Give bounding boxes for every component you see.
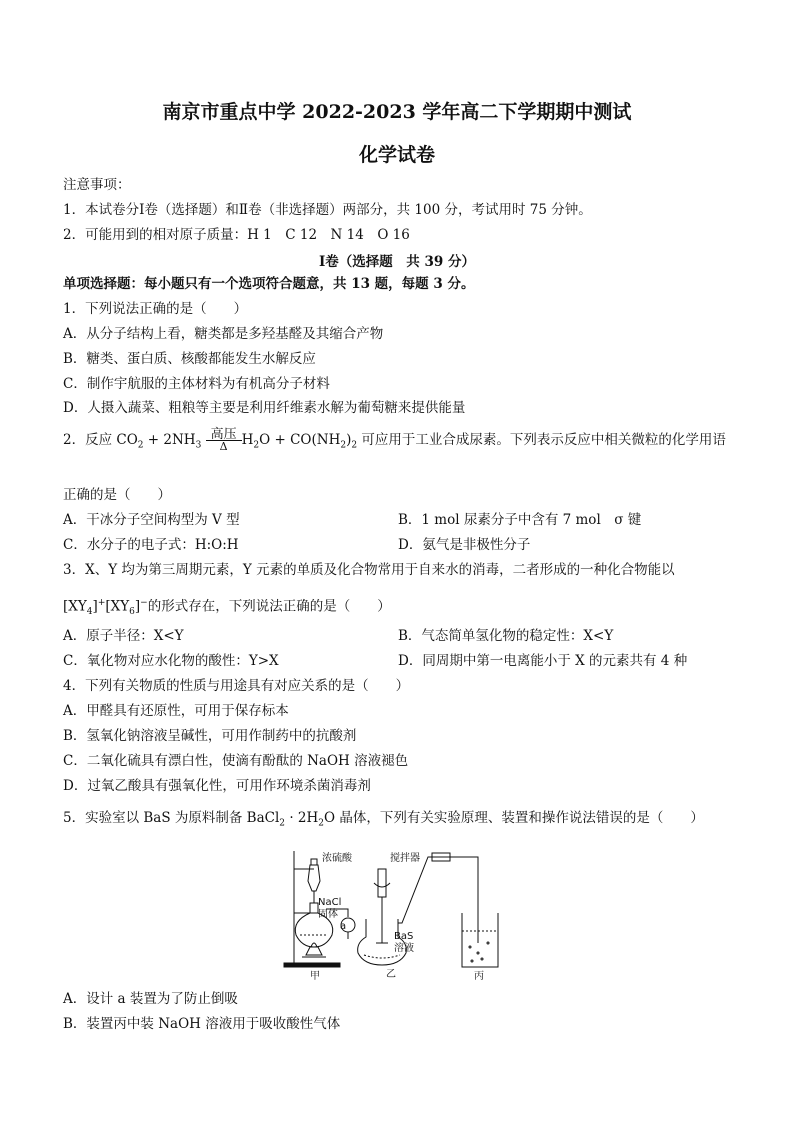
section-heading: Ⅰ卷（选择题 共 39 分） <box>318 254 475 270</box>
q4-option-c: C．二氧化硫具有漂白性，使滴有酚酞的 NaOH 溶液褪色 <box>63 753 409 769</box>
q5-option-a: A．设计 a 装置为了防止倒吸 <box>63 991 238 1007</box>
apparatus-diagram <box>282 843 512 983</box>
q1-option-b: B．糖类、蛋白质、核酸都能发生水解反应 <box>63 351 316 367</box>
q3-option-d: D．同周期中第一电离能小于 X 的元素共有 4 种 <box>398 653 688 669</box>
q2-equation: 2．反应 $CO_2 + 2NH_3$ 高压 Δ $H_2O + CO(NH_2)_2$ 可应用于工业合成尿素。下列表示反应中相关微粒的化学用语 <box>63 427 726 453</box>
label-solid: 固体 <box>318 909 338 920</box>
label-bas: BaS <box>394 931 414 942</box>
reaction-arrow: 高压 Δ <box>206 428 242 453</box>
q5-stem: 5．实验室以 BaS 为原料制备 BaCl$_2$ · $2H_2O$ 晶体，下列有关实验原理、装置和操作说法错误的是（ ） <box>63 810 704 829</box>
label-solution: 溶液 <box>394 943 414 954</box>
note-item-1: 1．本试卷分Ⅰ卷（选择题）和Ⅱ卷（非选择题）两部分，共 100 分，考试用时 75 分钟。 <box>63 202 592 218</box>
page-title: 南京市重点中学 2022-2023 学年高二下学期期中测试 <box>162 101 632 123</box>
q1-option-c: C．制作宇航服的主体材料为有机高分子材料 <box>63 376 330 392</box>
note-item-2: 2．可能用到的相对原子质量：H 1 C 12 N 14 O 16 <box>63 227 410 243</box>
q1-option-a: A．从分子结构上看，糖类都是多羟基醛及其缩合产物 <box>63 326 384 342</box>
q2-option-c: C．水分子的电子式：H:O:H <box>63 537 239 553</box>
label-jia: 甲 <box>310 971 320 982</box>
q3-stem: 3．X、Y 均为第三周期元素，Y 元素的单质及化合物常用于自来水的消毒，二者形成的一种化合物能以 <box>63 562 675 578</box>
q3-option-c: C．氧化物对应水化物的酸性：Y>X <box>63 653 279 669</box>
page-subtitle: 化学试卷 <box>358 144 435 166</box>
q2-option-a: A．干冰分子空间构型为 V 型 <box>63 512 240 528</box>
q3-option-b: B．气态简单氢化物的稳定性：X<Y <box>398 628 614 644</box>
q4-stem: 4．下列有关物质的性质与用途具有对应关系的是（ ） <box>63 678 410 694</box>
label-a: a <box>340 921 347 932</box>
q4-option-d: D．过氧乙酸具有强氧化性，可用作环境杀菌消毒剂 <box>63 778 371 794</box>
q3-formula-line: $[XY_4]^+[XY_6]^-$的形式存在，下列说法正确的是（ ） <box>63 598 391 618</box>
q2-option-b: B．1 mol 尿素分子中含有 7 mol σ 键 <box>398 512 642 528</box>
section-instruction: 单项选择题：每小题只有一个选项符合题意，共 13 题，每题 3 分。 <box>63 276 475 292</box>
notes-label: 注意事项： <box>63 177 131 193</box>
label-nacl: NaCl <box>318 897 342 908</box>
q4-option-a: A．甲醛具有还原性，可用于保存标本 <box>63 703 289 719</box>
q2-stem-2: 正确的是（ ） <box>63 487 171 503</box>
q1-option-d: D．人摄入蔬菜、粗粮等主要是利用纤维素水解为葡萄糖来提供能量 <box>63 400 466 416</box>
q1-stem: 1．下列说法正确的是（ ） <box>63 301 248 317</box>
label-bing: 丙 <box>474 971 484 982</box>
q5-option-b: B．装置丙中装 NaOH 溶液用于吸收酸性气体 <box>63 1016 341 1032</box>
q4-option-b: B．氢氧化钠溶液呈碱性，可用作制药中的抗酸剂 <box>63 728 357 744</box>
q3-option-a: A．原子半径：X<Y <box>63 628 184 644</box>
label-yi: 乙 <box>386 969 396 980</box>
label-acid: 浓硫酸 <box>322 853 352 864</box>
q2-option-d: D．氨气是非极性分子 <box>398 537 531 553</box>
label-stirrer: 搅拌器 <box>390 853 420 864</box>
